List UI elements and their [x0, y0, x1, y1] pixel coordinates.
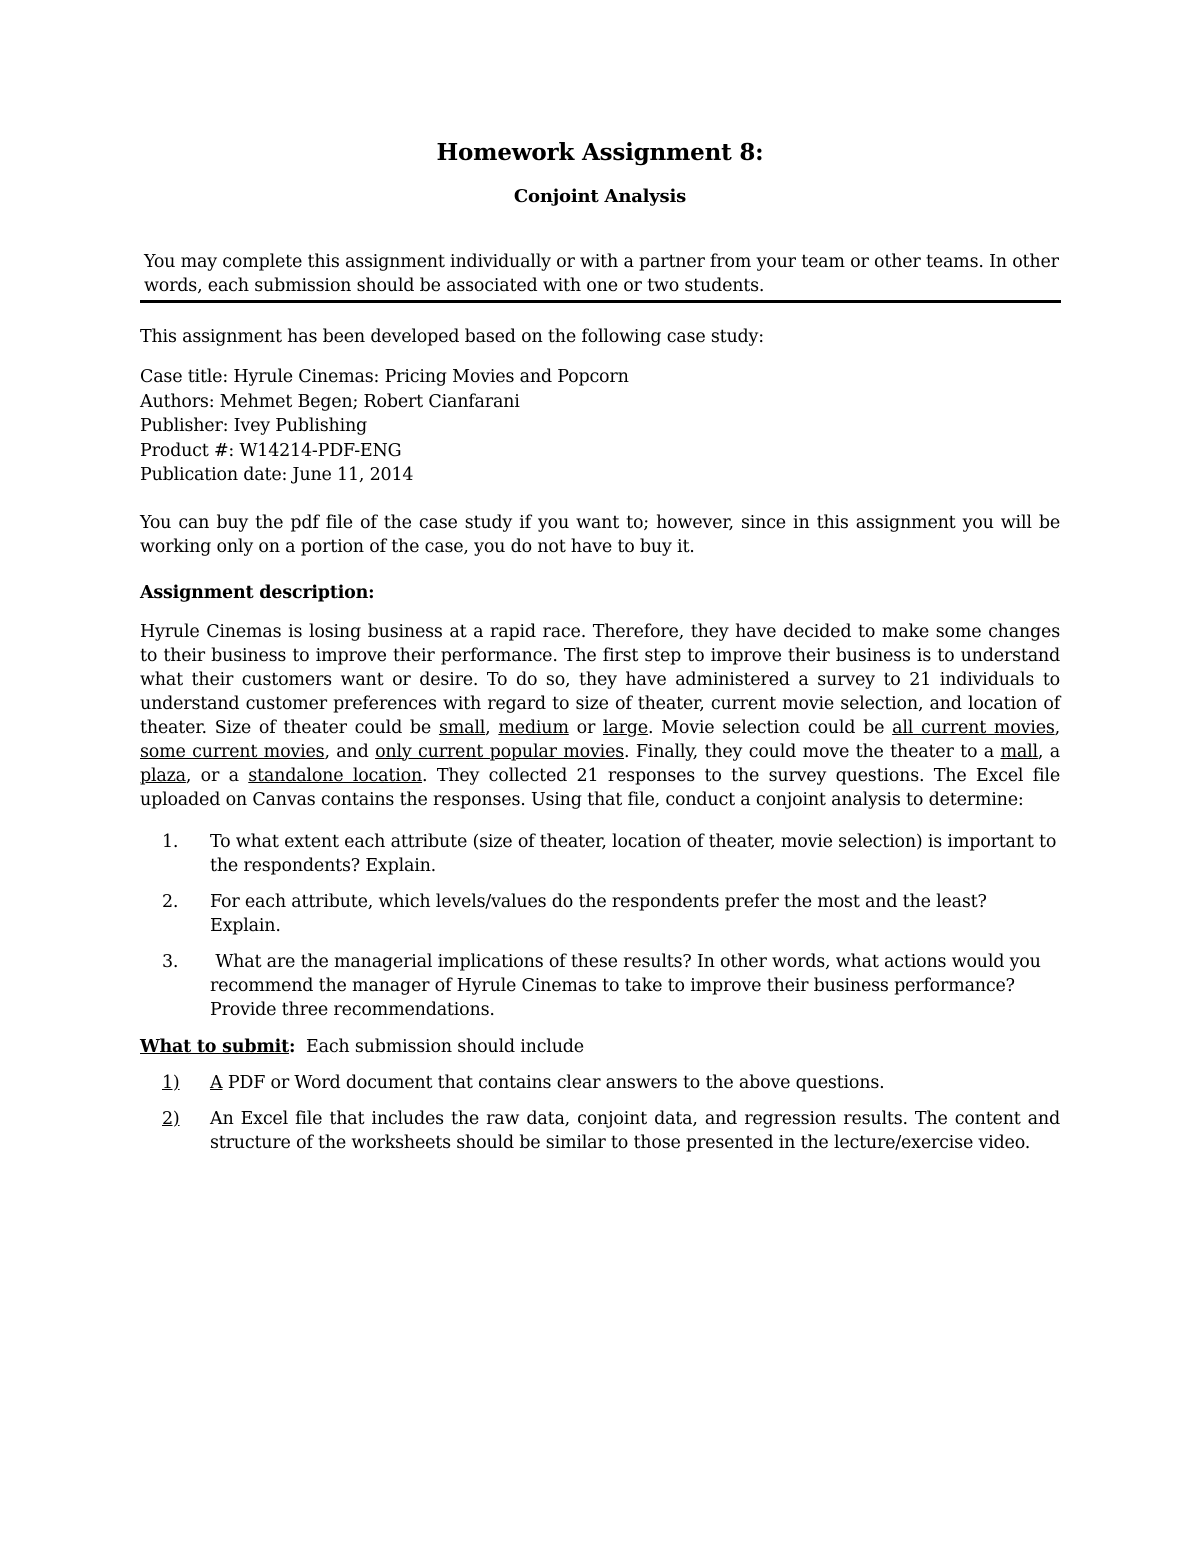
submit-text: Each submission should include	[295, 1036, 584, 1057]
option-plaza: plaza	[140, 765, 186, 786]
option-mall: mall	[1000, 741, 1038, 762]
submit-colon: :	[289, 1036, 296, 1057]
option-small: small	[438, 717, 486, 738]
submission-rest: An Excel file that includes the raw data, conjoint data, and regression results. The content and structure of the worksheets should be similar to those presented in the lecture/exercise video.	[210, 1108, 1060, 1153]
question-number: 3.	[162, 951, 179, 972]
description-text: ,	[1054, 717, 1061, 738]
list-item	[140, 890, 1060, 938]
description-heading: Assignment description:	[140, 582, 375, 603]
list-item	[140, 1071, 1060, 1095]
case-publisher-line: Publisher: Ivey Publishing	[140, 416, 368, 436]
submission-text	[210, 1107, 1060, 1155]
buy-note: You can buy the pdf file of the case study if you want to; however, since in this assignment you will be working only on a portion of the case, you do not have to buy it.	[140, 512, 1060, 557]
option-all-current-movies: all current movies	[892, 717, 1055, 738]
description-text: , a	[1037, 741, 1060, 762]
option-standalone-location: standalone location	[248, 765, 423, 786]
list-item	[140, 830, 1060, 878]
question-text: For each attribute, which levels/values do the respondents prefer the most and the least? Explain.	[210, 891, 987, 936]
submit-heading	[140, 1035, 1060, 1059]
description-text: ,	[485, 717, 499, 738]
description-text: or	[568, 717, 603, 738]
description-text: Hyrule Cinemas is losing business at a rapid race. Therefore, they have decided to make some changes to their business to improve their performance. The first step to improve their business is to understand what their customers want or desire. To do so, they have administered a survey to 21 individuals to understand customer preferences with regard to size of theater, current movie selection, and location of theater. Size of theater could be	[140, 621, 1060, 738]
description-text: . Movie selection could be	[647, 717, 893, 738]
list-item	[140, 1107, 1060, 1155]
description-text: , or a	[185, 765, 249, 786]
submission-list	[140, 1071, 1060, 1155]
case-authors-line: Authors: Mehmet Begen; Robert Cianfarani	[140, 391, 520, 412]
list-item	[140, 950, 1060, 1022]
option-only-popular-movies: only current popular movies	[375, 741, 625, 762]
case-details	[140, 365, 1060, 488]
case-product-line: Product #: W14214-PDF-ENG	[140, 440, 402, 461]
document-title: Homework Assignment 8:	[436, 139, 764, 166]
question-number: 1.	[162, 831, 179, 852]
case-intro: This assignment has been developed based on the following case study:	[140, 327, 764, 347]
submission-text	[210, 1071, 1060, 1095]
question-list	[140, 830, 1060, 1022]
question-number: 2.	[162, 891, 179, 912]
description-text: . They collected 21 responses to the survey questions. The Excel file uploaded on Canvas contains the responses. Using that file, conduct a conjoint analysis to determine:	[140, 765, 1060, 810]
submission-first-letter: A	[210, 1072, 223, 1093]
option-large: large	[602, 717, 648, 738]
intro-paragraph: You may complete this assignment individually or with a partner from your team or other teams. In other words, each submission should be associated with one or two students.	[144, 252, 1059, 296]
case-date-line: Publication date: June 11, 2014	[140, 465, 414, 485]
option-some-current-movies: some current movies	[140, 741, 325, 762]
description-text: , and	[324, 741, 376, 762]
document-body	[140, 136, 1060, 1168]
description-paragraph	[140, 620, 1060, 812]
question-text: To what extent each attribute (size of theater, location of theater, movie selection) is important to the respondents? Explain.	[210, 831, 1057, 876]
submission-rest: PDF or Word document that contains clear answers to the above questions.	[222, 1072, 885, 1093]
submission-number: 2)	[162, 1108, 180, 1129]
description-text: . Finally, they could move the theater to a	[624, 741, 1001, 762]
submit-label: What to submit	[140, 1036, 290, 1057]
case-title-line: Case title: Hyrule Cinemas: Pricing Movies and Popcorn	[140, 367, 629, 387]
question-text: What are the managerial implications of these results? In other words, what actions would you recommend the manager of Hyrule Cinemas to take to improve their business performance? Provide three recommendations.	[210, 951, 1047, 1020]
document-subtitle: Conjoint Analysis	[513, 186, 687, 207]
option-medium: medium	[498, 717, 569, 738]
horizontal-rule	[140, 300, 1061, 303]
submission-number: 1)	[162, 1072, 180, 1093]
